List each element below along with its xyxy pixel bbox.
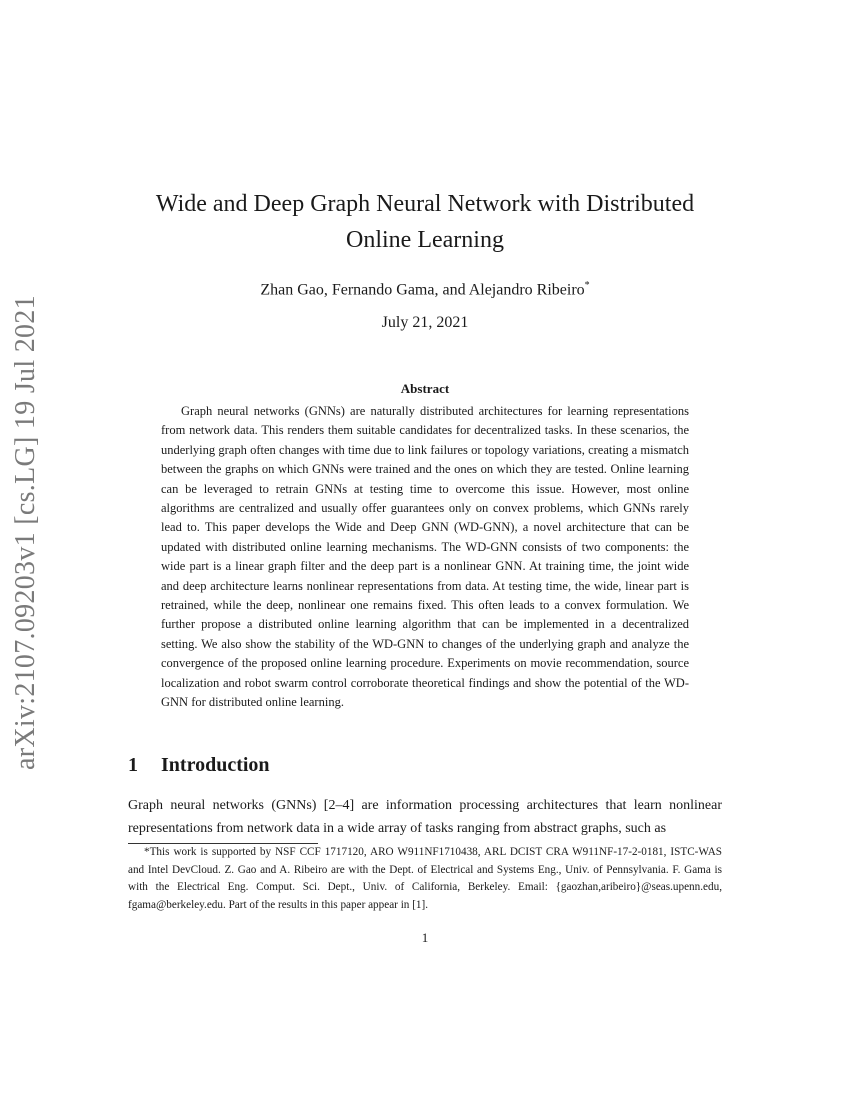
paper-date: July 21, 2021 xyxy=(381,314,469,331)
page-number: 1 xyxy=(421,930,429,945)
author-list xyxy=(100,280,750,299)
footnote-text: *This work is supported by NSF CCF 1717120, ARO W911NF1710438, ARL DCIST CRA W911NF-17-2-0181, ISTC-WAS and Intel DevCloud. Z. Gao and A. Ribeiro are with the Dept. of Electrical and Systems Eng., Univ. of Pennsylvania. F. Gama is with the Electrical Eng. Comput. Sci. Dept., Univ. of California, Berkeley. Email: {gaozhan,aribeiro}@seas.upenn.edu, fgama@berkeley.edu. Part of the results in this paper appear in [1]. xyxy=(128,846,722,911)
arxiv-identifier: arXiv:2107.09203v1 [cs.LG] 19 Jul 2021 xyxy=(10,295,41,770)
abstract-text: Graph neural networks (GNNs) are naturally distributed architectures for learning representations from network data. This renders them suitable candidates for decentralized tasks. In these scenarios, the underlying graph often changes with time due to link failures or topology variations, creating a mismatch between the graphs on which GNNs were trained and the ones on which they are tested. Online learning can be leveraged to retrain GNNs at testing time to overcome this issue. However, most online algorithms are centralized and usually offer guarantees only on convex problems, which GNNs rarely lead to. This paper develops the Wide and Deep GNN (WD-GNN), a novel architecture that can be updated with distributed online learning mechanisms. The WD-GNN consists of two components: the wide part is a linear graph filter and the deep part is a nonlinear GNN. At training time, the joint wide and deep architecture learns nonlinear representations from data. At testing time, the wide, linear part is retrained, while the deep, nonlinear one remains fixed. This often leads to a convex formulation. We further propose a distributed online learning algorithm that can be implemented in a decentralized setting. We also show the stability of the WD-GNN to changes of the underlying graph and analyze the convergence of the proposed online learning procedure. Experiments on movie recommendation, source localization and robot swarm control corroborate theoretical findings and show the potential of the WD-GNN for distributed online learning. xyxy=(161,404,689,710)
title-line-2: Online Learning xyxy=(346,227,504,253)
section-heading xyxy=(128,754,270,777)
section-number: 1 xyxy=(128,754,138,776)
paper-title xyxy=(100,186,750,258)
title-line-1: Wide and Deep Graph Neural Network with Distributed xyxy=(155,191,695,217)
author-footnote-mark: * xyxy=(584,280,590,291)
section-title: Introduction xyxy=(161,754,270,776)
authors-text: Zhan Gao, Fernando Gama, and Alejandro Ribeiro xyxy=(260,281,585,299)
introduction-paragraph: Graph neural networks (GNNs) [2–4] are information processing architectures that learn nonlinear representations from network data in a wide array of tasks ranging from abstract graphs, such as xyxy=(128,798,722,836)
abstract-heading: Abstract xyxy=(400,381,450,396)
